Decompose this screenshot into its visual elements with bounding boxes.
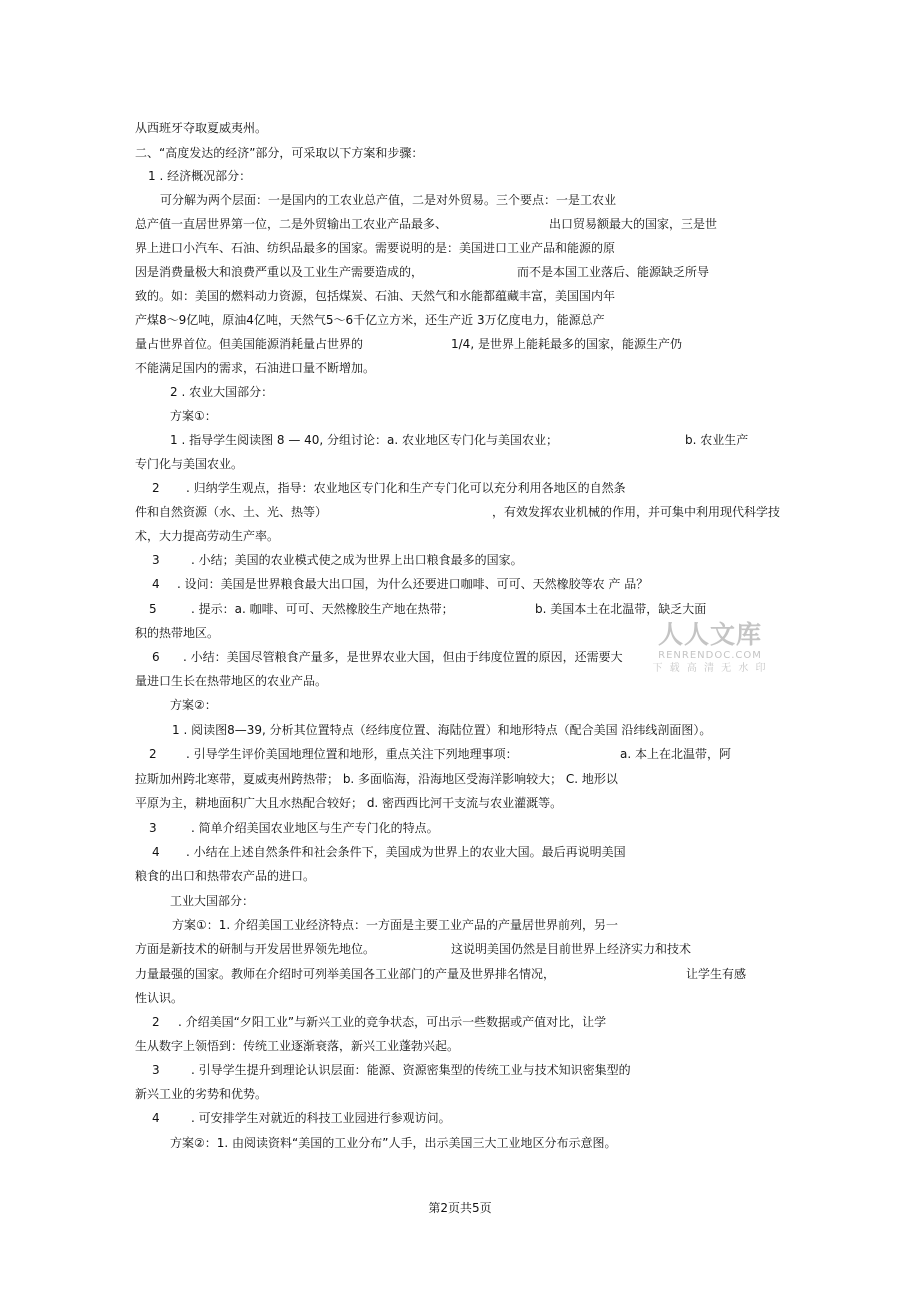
text-segment: 性认识。 xyxy=(135,991,184,1005)
text-segment: 5 xyxy=(149,602,157,616)
text-segment: . 可安排学生对就近的科技工业园进行参观访问。 xyxy=(191,1111,451,1125)
text-segment: 积的热带地区。 xyxy=(135,626,220,640)
text-segment: 件和自然资源（水、土、光、热等） xyxy=(135,505,328,519)
page-number: 第2页共5页 xyxy=(428,1201,492,1215)
text-segment: 量占世界首位。但美国能源消耗量占世界的 xyxy=(135,337,364,351)
text-segment: 4 xyxy=(152,845,160,859)
text-segment: 4 xyxy=(152,577,160,591)
text-segment: 方案①： xyxy=(170,409,217,423)
text-segment: . 引导学生评价美国地理位置和地形，重点关注下列地理事项： xyxy=(186,747,518,761)
watermark-tagline: 下 载 高 清 无 水 印 xyxy=(652,663,768,674)
text-segment: 2 . 农业大国部分： xyxy=(170,385,274,399)
text-segment: 新兴工业的劣势和优势。 xyxy=(135,1087,268,1101)
text-segment: 2 xyxy=(152,1015,160,1029)
text-segment: 产煤8～9亿吨，原油4亿吨，天然气5～6千亿立方米，还生产近 3万亿度电力，能源总产 xyxy=(135,313,605,327)
text-segment: 1/4, 是世界上能耗最多的国家，能源生产仍 xyxy=(451,337,682,351)
text-segment: b. 农业生产 xyxy=(685,433,749,447)
text-segment: 这说明美国仍然是目前世界上经济实力和技术 xyxy=(451,942,692,956)
text-segment: 1 . 指导学生阅读图 8 — 40, 分组讨论：a. 农业地区专门化与美国农业； xyxy=(170,433,559,447)
text-segment: 不能满足国内的需求，石油进口量不断增加。 xyxy=(135,361,376,375)
text-segment: 方案②：1. 由阅读资料“美国的工业分布”人手，出示美国三大工业地区分布示意图。 xyxy=(170,1136,617,1150)
text-segment: 1 . 经济概况部分： xyxy=(148,169,252,183)
text-segment: 拉斯加州跨北寒带，夏威夷州跨热带； b. 多面临海，沿海地区受海洋影响较大； C. 地形以 xyxy=(135,772,618,786)
text-segment: 让学生有感 xyxy=(686,967,747,981)
text-segment: 平原为主，耕地面积广大且水热配合较好； d. 密西西比河干支流与农业灌溉等。 xyxy=(135,796,563,810)
text-segment: 专门化与美国农业。 xyxy=(135,457,244,471)
text-segment: 因是消费量极大和浪费严重以及工业生产需要造成的， xyxy=(135,265,424,279)
text-segment: . 设问：美国是世界粮食最大出口国，为什么还要进口咖啡、可可、天然橡胶等农 产 品？ xyxy=(177,577,649,591)
text-segment: . 小结；美国的农业模式使之成为世界上出口粮食最多的国家。 xyxy=(191,553,523,567)
text-segment: 界上进口小汽车、石油、纺织品最多的国家。需要说明的是：美国进口工业产品和能源的原 xyxy=(135,241,616,255)
text-segment: . 引导学生提升到理论认识层面：能源、资源密集型的传统工业与技术知识密集型的 xyxy=(191,1063,631,1077)
text-segment: 方案②： xyxy=(170,698,217,712)
text-segment: . 介绍美国“夕阳工业”与新兴工业的竞争状态，可出示一些数据或产值对比，让学 xyxy=(178,1015,607,1029)
text-segment: 方面是新技术的研制与开发居世界领先地位。 xyxy=(135,942,376,956)
text-segment: 粮食的出口和热带农产品的进口。 xyxy=(135,869,316,883)
text-segment: b. 美国本土在北温带，缺乏大面 xyxy=(535,602,707,616)
text-segment: . 提示：a. 咖啡、可可、天然橡胶生产地在热带； xyxy=(191,602,454,616)
text-segment: 3 xyxy=(152,553,160,567)
text-segment: 方案①：1. 介绍美国工业经济特点：一方面是主要工业产品的产量居世界前列，另一 xyxy=(172,918,619,932)
text-segment: ，有效发挥农业机械的作用，并可集中利用现代科学技 xyxy=(492,505,781,519)
text-segment: 而不是本国工业落后、能源缺乏所导 xyxy=(517,265,710,279)
text-segment: 出口贸易额最大的国家，三是世 xyxy=(549,217,718,231)
text-segment: 可分解为两个层面：一是国内的工农业总产值，二是对外贸易。三个要点：一是工农业 xyxy=(160,193,617,207)
text-segment: 6 xyxy=(152,650,160,664)
text-segment: 力量最强的国家。教师在介绍时可列举美国各工业部门的产量及世界排名情况， xyxy=(135,967,556,981)
text-segment: 生从数字上领悟到：传统工业逐渐衰落，新兴工业蓬勃兴起。 xyxy=(135,1039,460,1053)
text-segment: 致的。如：美国的燃料动力资源，包括煤炭、石油、天然气和水能都蕴藏丰富，美国国内年 xyxy=(135,289,616,303)
text-segment: 工业大国部分： xyxy=(170,894,255,908)
text-segment: 1 . 阅读图8—39, 分析其位置特点（经纬度位置、海陆位置）和地形特点（配合美国 沿纬线剖面图）。 xyxy=(172,723,712,737)
text-segment: 4 xyxy=(152,1111,160,1125)
watermark-logo xyxy=(645,620,775,675)
watermark-title: 人人文库 xyxy=(657,620,762,649)
text-segment: a. 本上在北温带，阿 xyxy=(620,747,731,761)
text-segment: 3 xyxy=(149,821,157,835)
watermark-domain: RENRENDOC.COM xyxy=(658,650,762,661)
text-segment: . 小结：美国尽管粮食产量多，是世界农业大国，但由于纬度位置的原因，还需要大 xyxy=(183,650,623,664)
text-segment: . 归纳学生观点，指导：农业地区专门化和生产专门化可以充分利用各地区的自然条 xyxy=(186,481,626,495)
text-segment: 从西班牙夺取夏威夷州。 xyxy=(135,121,268,135)
text-segment: 2 xyxy=(149,747,157,761)
text-segment: 3 xyxy=(152,1063,160,1077)
text-segment: 量进口生长在热带地区的农业产品。 xyxy=(135,674,328,688)
text-segment: . 简单介绍美国农业地区与生产专门化的特点。 xyxy=(191,821,439,835)
text-segment: . 小结在上述自然条件和社会条件下，美国成为世界上的农业大国。最后再说明美国 xyxy=(186,845,626,859)
text-segment: 二、“高度发达的经济”部分，可采取以下方案和步骤： xyxy=(135,146,424,160)
text-segment: 术，大力提高劳动生产率。 xyxy=(135,529,280,543)
text-segment: 总产值一直居世界第一位，二是外贸输出工农业产品最多、 xyxy=(135,217,448,231)
text-segment: 2 xyxy=(152,481,160,495)
